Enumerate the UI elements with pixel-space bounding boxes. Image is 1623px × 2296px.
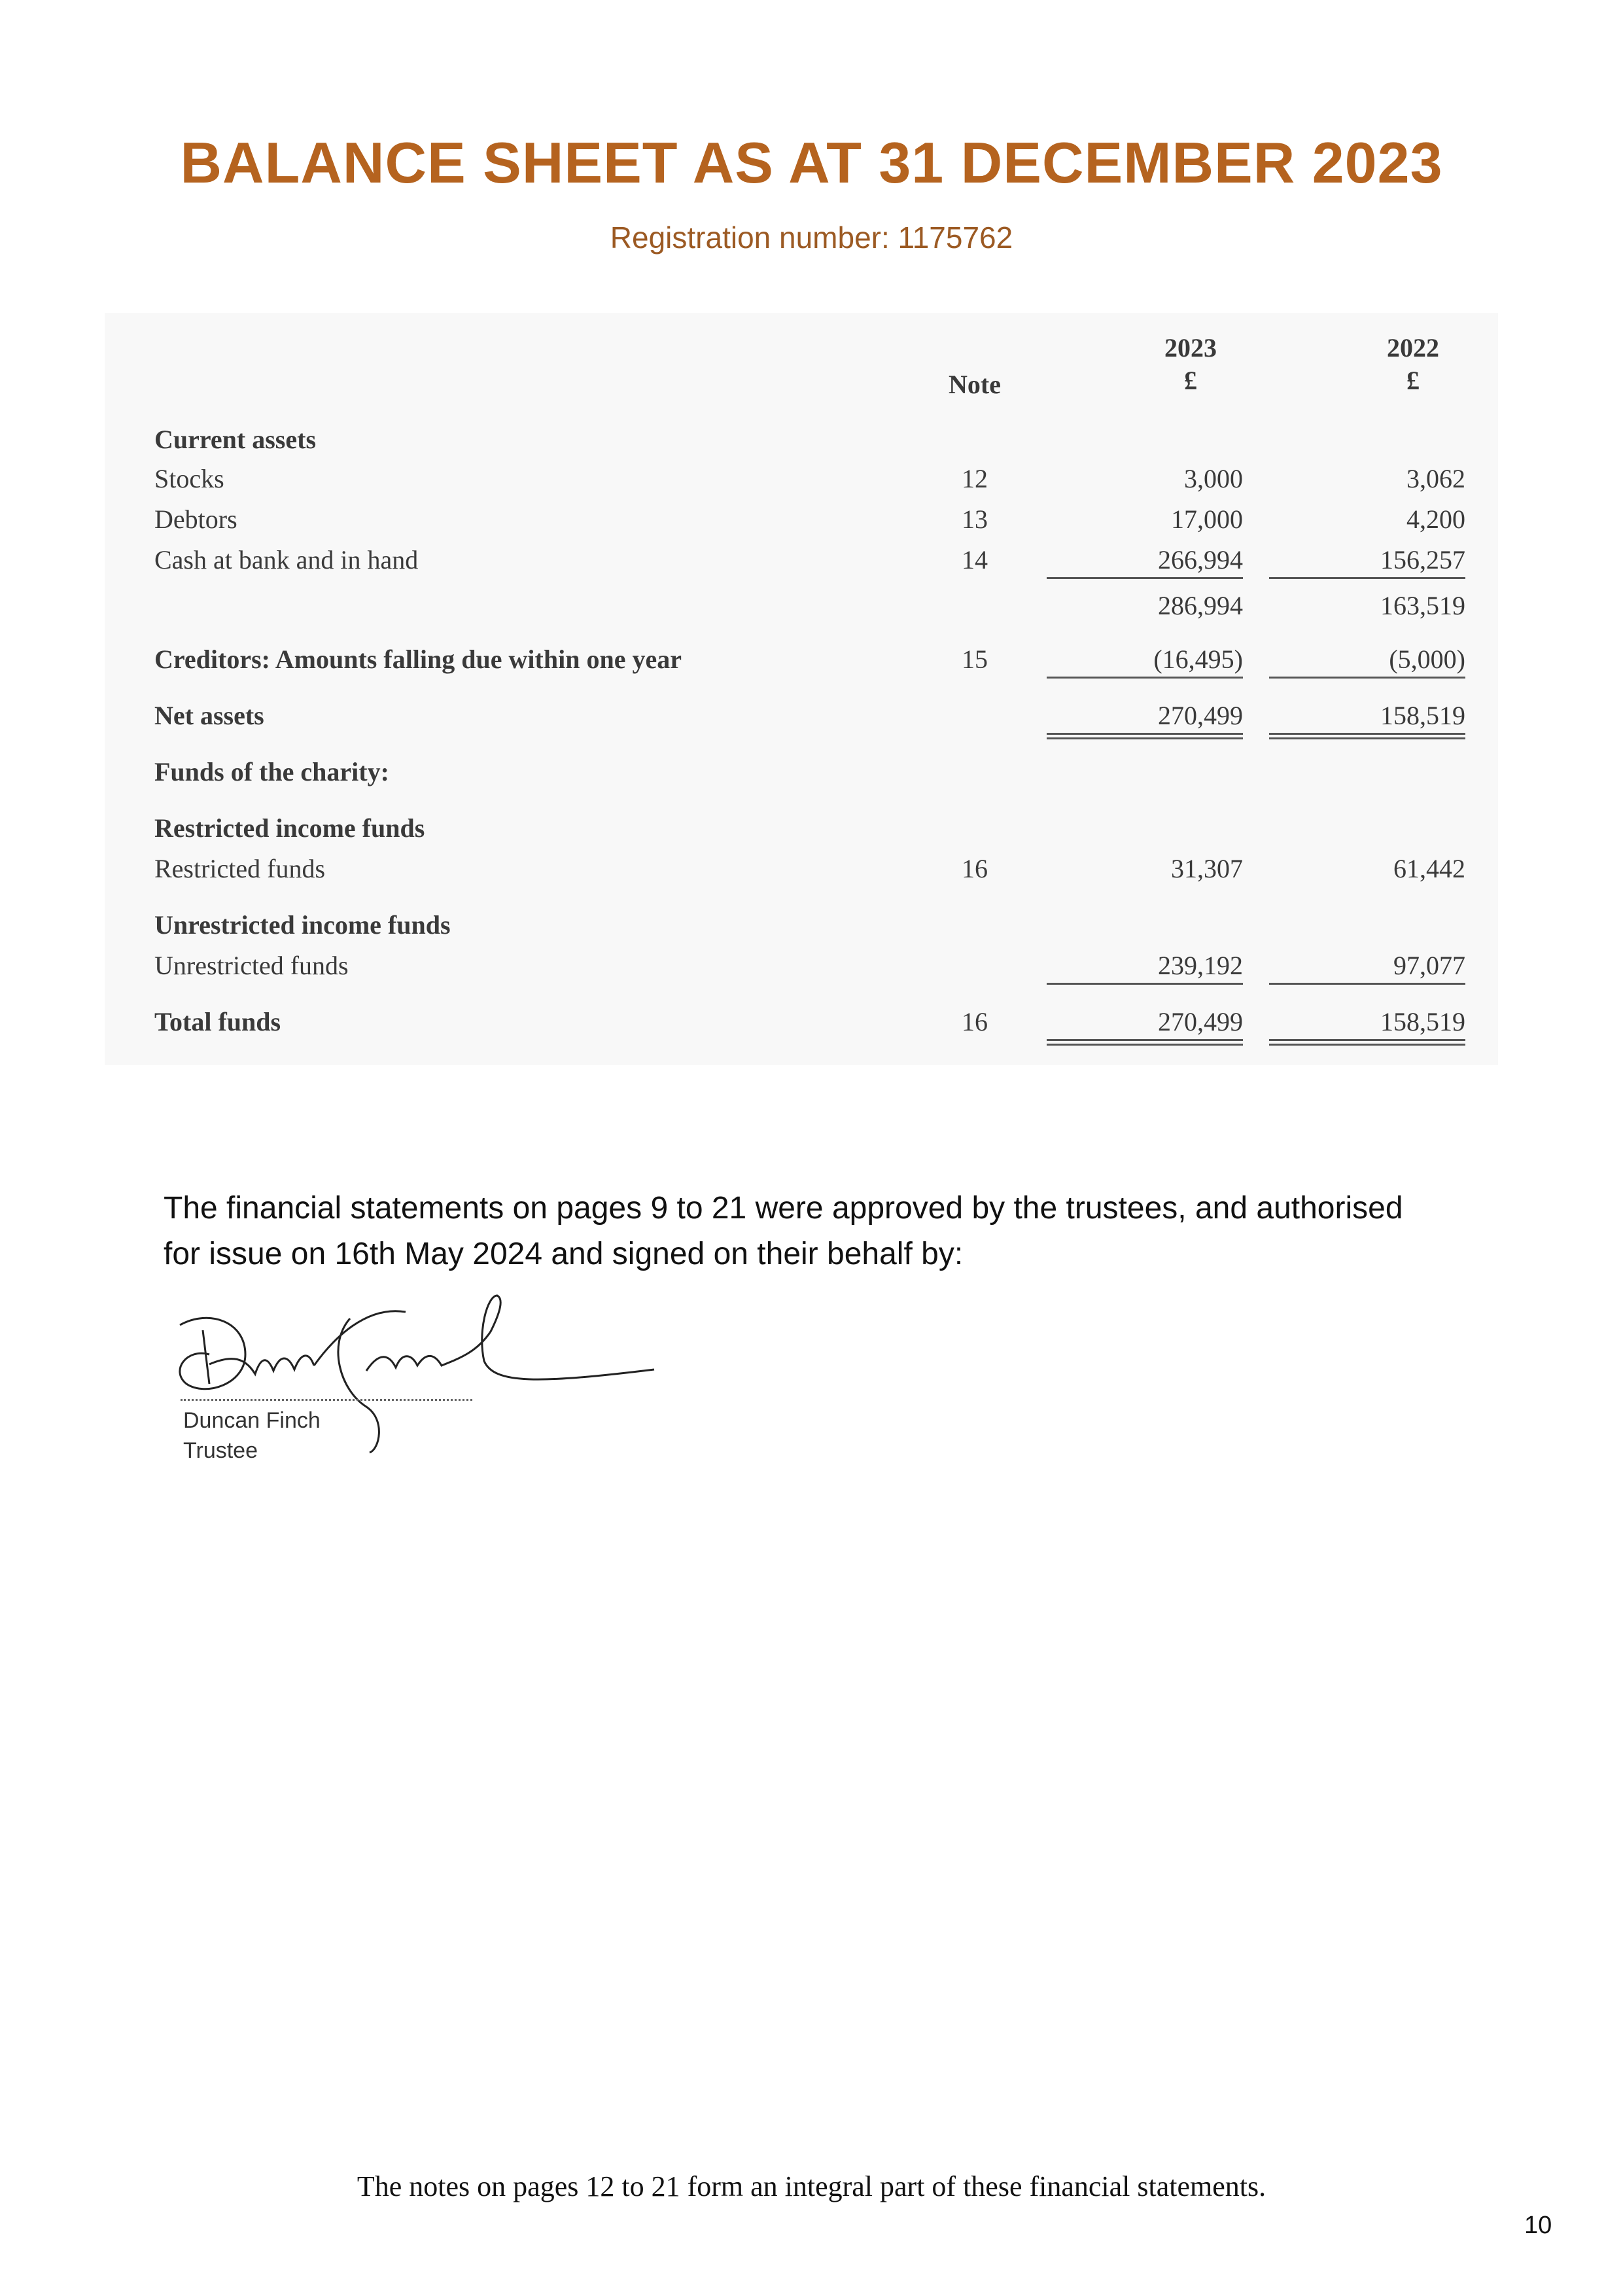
row-note: 14	[962, 545, 988, 574]
table-row	[105, 590, 1498, 627]
row-label: Net assets	[154, 701, 264, 730]
row-note: 15	[962, 645, 988, 674]
table-row	[105, 910, 1498, 946]
page-title: BALANCE SHEET AS AT 31 DECEMBER 2023	[180, 130, 1443, 195]
table-row	[105, 424, 1498, 461]
row-value-2022: 97,077	[1393, 951, 1465, 980]
row-value-2023: 266,994	[1158, 545, 1243, 574]
row-label: Restricted funds	[154, 854, 326, 883]
row-label: Cash at bank and in hand	[154, 545, 419, 574]
table-row	[105, 756, 1498, 793]
footer-note: The notes on pages 12 to 21 form an integral part of these financial statements.	[357, 2170, 1266, 2202]
row-value-2023: 270,499	[1158, 701, 1243, 730]
total-double-rule	[1269, 733, 1465, 739]
row-label: Funds of the charity:	[154, 757, 389, 786]
subtotal-rule	[1047, 577, 1243, 579]
table-row	[105, 644, 1498, 680]
row-value-2022: 156,257	[1380, 545, 1465, 574]
table-row	[105, 504, 1498, 540]
page-number: 10	[1524, 2212, 1552, 2239]
note-column-header: Note	[949, 370, 1001, 399]
subtotal-rule	[1269, 983, 1465, 985]
row-label: Unrestricted income funds	[154, 910, 451, 940]
row-value-2023: 17,000	[1171, 504, 1243, 534]
table-row	[105, 1006, 1498, 1043]
subtotal-rule	[1047, 983, 1243, 985]
registration-number: Registration number: 1175762	[610, 221, 1013, 255]
subtotal-rule	[1047, 677, 1243, 679]
currency-2022-header: £	[1406, 366, 1420, 395]
row-value-2023: 286,994	[1158, 591, 1243, 620]
signatory-name: Duncan Finch	[183, 1408, 321, 1433]
row-value-2022: 3,062	[1406, 464, 1465, 493]
year-2023-header: 2023	[1164, 333, 1217, 362]
row-value-2022: (5,000)	[1389, 645, 1465, 674]
row-value-2023: 239,192	[1158, 951, 1243, 980]
row-note: 16	[962, 854, 988, 883]
year-2022-header: 2022	[1387, 333, 1439, 362]
row-label: Restricted income funds	[154, 813, 425, 843]
row-note: 16	[962, 1007, 988, 1036]
row-label: Total funds	[154, 1007, 281, 1036]
row-value-2022: 158,519	[1380, 701, 1465, 730]
row-value-2023: 3,000	[1184, 464, 1243, 493]
table-row	[105, 544, 1498, 581]
total-double-rule	[1047, 1039, 1243, 1046]
table-row	[105, 853, 1498, 890]
row-value-2022: 163,519	[1380, 591, 1465, 620]
table-row	[105, 950, 1498, 987]
row-value-2022: 61,442	[1393, 854, 1465, 883]
table-row	[105, 463, 1498, 500]
row-value-2023: 270,499	[1158, 1007, 1243, 1036]
total-double-rule	[1047, 733, 1243, 739]
row-value-2023: 31,307	[1171, 854, 1243, 883]
currency-2023-header: £	[1184, 366, 1197, 395]
signature-line	[181, 1399, 472, 1401]
subtotal-rule	[1269, 577, 1465, 579]
row-label: Stocks	[154, 464, 224, 493]
approval-statement: The financial statements on pages 9 to 21 were approved by the trustees, and authorised for issue on 16th May 2024 and signed on their behalf by:	[164, 1191, 1403, 1271]
table-row	[105, 700, 1498, 737]
row-note: 13	[962, 504, 988, 534]
balance-sheet-table	[105, 313, 1498, 1065]
signatory-block	[183, 1405, 321, 1466]
row-label: Unrestricted funds	[154, 951, 349, 980]
signatory-role: Trustee	[183, 1438, 258, 1463]
subtotal-rule	[1269, 677, 1465, 679]
total-double-rule	[1269, 1039, 1465, 1046]
row-note: 12	[962, 464, 988, 493]
row-label: Debtors	[154, 504, 237, 534]
row-value-2022: 4,200	[1406, 504, 1465, 534]
row-label: Current assets	[154, 425, 317, 454]
row-value-2023: (16,495)	[1153, 645, 1243, 674]
row-label: Creditors: Amounts falling due within one year	[154, 645, 682, 674]
table-row	[105, 813, 1498, 849]
row-value-2022: 158,519	[1380, 1007, 1465, 1036]
